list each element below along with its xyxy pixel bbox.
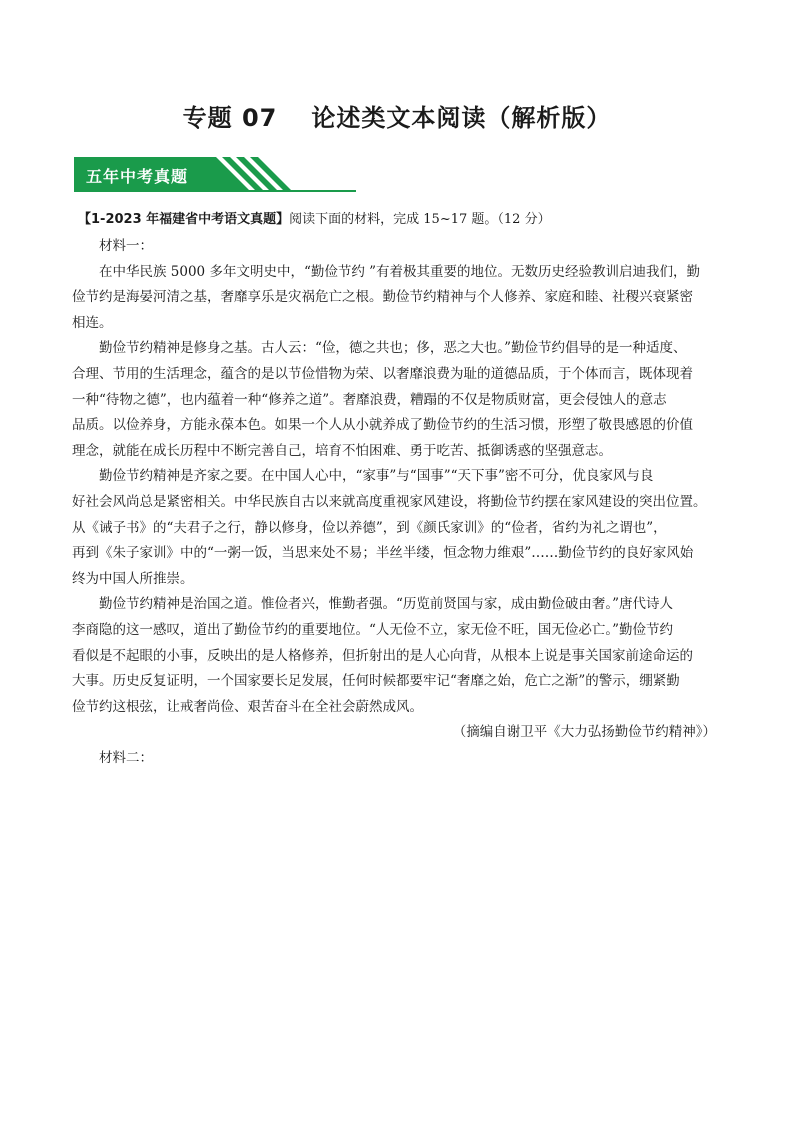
reading-material xyxy=(72,234,732,771)
paragraph-line: 终为中国人所推崇。 xyxy=(72,570,194,587)
material1-heading: 材料一： xyxy=(99,238,153,254)
paragraph-line: 一种“待物之德”，也内蕴着一种“修养之道”。奢靡浪费，糟蹋的不仅是物质财富，更会侵蚀人的意志 xyxy=(72,391,667,408)
paragraph-line: 勤俭节约精神是治国之道。惟俭者兴，惟勤者强。“历览前贤国与家，成由勤俭破由奢。”唐代诗人 xyxy=(99,596,674,613)
banner-underline xyxy=(74,190,356,192)
material2-heading: 材料二： xyxy=(99,749,153,766)
page-title-topic: 专题 07 xyxy=(182,104,278,132)
paragraph-line: 再到《朱子家训》中的“一粥一饭，当思来处不易；半丝半缕，恒念物力维艰”……勤俭节约的良好家风始 xyxy=(72,545,694,562)
paragraph-line: 相连。 xyxy=(72,314,113,331)
paragraph-line: 李商隐的这一感叹，道出了勤俭节约的重要地位。“人无俭不立，家无俭不旺，国无俭必亡。”勤俭节约 xyxy=(72,621,674,638)
paragraph-line: 理念，就能在成长历程中不断完善自己，培育不怕困难、勇于吃苦、抵御诱惑的坚强意志。 xyxy=(72,442,612,459)
paragraph-line: 合理、节用的生活理念，蕴含的是以节俭惜物为荣、以奢靡浪费为耻的道德品质，于个体而言，既体现着 xyxy=(72,365,693,382)
paragraph-line: 勤俭节约精神是修身之基。古人云：“俭，德之共也；侈，恶之大也。”勤俭节约倡导的是一种适度、 xyxy=(99,340,687,357)
paragraph-line: 看似是不起眼的小事，反映出的是人格修养，但折射出的是人心向背，从根本上说是事关国家前途命运的 xyxy=(72,647,693,664)
section-banner-label: 五年中考真题 xyxy=(86,167,189,186)
paragraph-line: 俭节约是海晏河清之基，奢靡享乐是灾祸危亡之根。勤俭节约精神与个人修养、家庭和睦、社稷兴衰紧密 xyxy=(72,289,693,306)
banner-stripes-decoration xyxy=(192,157,342,191)
page-title-subject: 论述类文本阅读（解析版） xyxy=(311,104,612,132)
paragraph-line: 品质。以俭养身，方能永葆本色。如果一个人从小就养成了勤俭节约的生活习惯，形塑了敬畏感恩的价值 xyxy=(72,417,693,434)
paragraph-line: 大事。历史反复证明，一个国家要长足发展，任何时候都要牢记“奢靡之始，危亡之渐”的警示，绷紧勤 xyxy=(72,673,680,690)
paragraph-line: 勤俭节约精神是齐家之要。在中国人心中，“家事”与“国事”“天下事”密不可分，优良家风与良 xyxy=(99,468,654,485)
question-header xyxy=(78,208,551,227)
paragraph-line: 俭节约这根弦，让戒奢尚俭、艰苦奋斗在全社会蔚然成风。 xyxy=(72,698,423,715)
paragraph-line: 从《诫子书》的“夫君子之行，静以修身，俭以养德”，到《颜氏家训》的“俭者，省约为礼之谓也”， xyxy=(72,519,667,536)
material1-source: （摘编自谢卫平《大力弘扬勤俭节约精神》） xyxy=(452,724,716,741)
question-instruction: 阅读下面的材料，完成 15~17 题。（12 分） xyxy=(289,212,551,227)
paragraph-line: 在中华民族 5000 多年文明史中，“勤俭节约 ”有着极其重要的地位。无数历史经验教训启迪我们，勤 xyxy=(99,263,701,280)
paragraph-line: 好社会风尚总是紧密相关。中华民族自古以来就高度重视家风建设，将勤俭节约摆在家风建设的突出位置。 xyxy=(72,493,707,510)
question-source-tag: 【1-2023 年福建省中考语文真题】 xyxy=(78,212,290,227)
section-banner xyxy=(74,157,356,193)
page-title xyxy=(0,98,794,133)
